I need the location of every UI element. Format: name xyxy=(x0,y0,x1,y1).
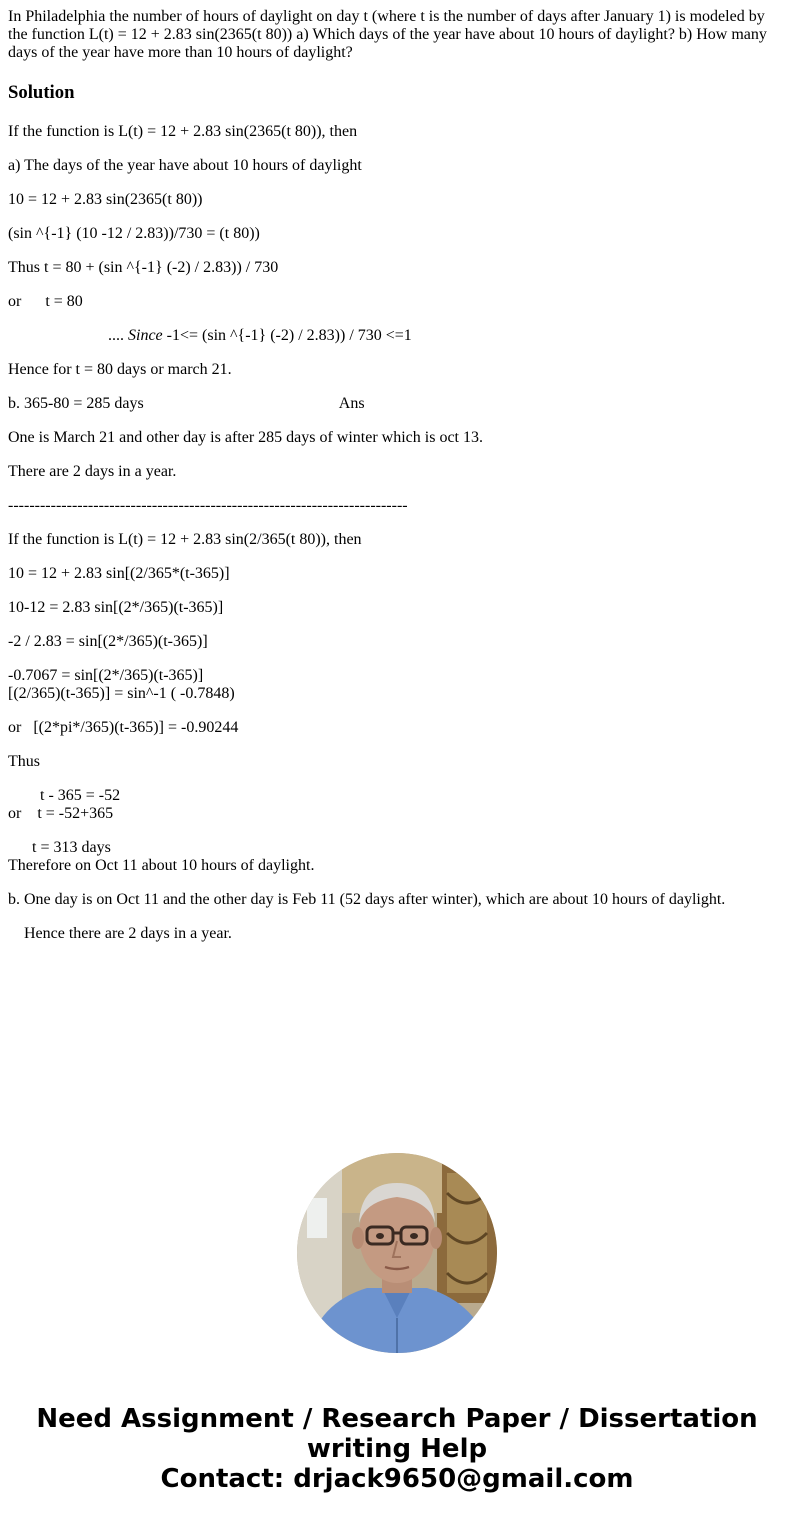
author-avatar xyxy=(297,1153,497,1353)
part2-eq7a: t = 313 days xyxy=(8,839,111,856)
part1-there-are: There are 2 days in a year. xyxy=(8,463,177,480)
part2-eq4-block xyxy=(8,667,786,703)
part1-one-is: One is March 21 and other day is after 285 days of winter which is oct 13. xyxy=(8,429,483,446)
part2-eq2: 10-12 = 2.83 sin[(2*/365)(t-365)] xyxy=(8,599,224,616)
part1-eq2: (sin ^{-1} (10 -12 / 2.83))/730 = (t 80)) xyxy=(8,225,260,242)
footer-contact-block xyxy=(0,1404,794,1494)
question-text: In Philadelphia the number of hours of daylight on day t (where t is the number of days after January 1) is modeled by the function L(t) = 12 + 2.83 sin(2365(t 80)) a) Which days of the year have about 10 hours of daylight? b) How many days of the year have more than 10 hours of daylight? xyxy=(8,8,767,61)
author-portrait-image xyxy=(297,1153,497,1353)
footer-line-1: Need Assignment / Research Paper / Dissertation xyxy=(36,1404,758,1434)
solution-heading: Solution xyxy=(8,82,75,103)
part1-hence: Hence for t = 80 days or march 21. xyxy=(8,361,232,378)
part2-eq4b: [(2/365)(t-365)] = sin^-1 ( -0.7848) xyxy=(8,685,235,702)
part1-b-line: b. 365-80 = 285 days Ans xyxy=(8,395,365,412)
part2-thus: Thus xyxy=(8,753,40,770)
since-rest: -1<= (sin ^{-1} (-2) / 2.83)) / 730 <=1 xyxy=(162,327,412,344)
part2-eq6-block xyxy=(8,787,786,823)
part1-intro: If the function is L(t) = 12 + 2.83 sin(2365(t 80)), then xyxy=(8,123,358,140)
part1-eq1: 10 = 12 + 2.83 sin(2365(t 80)) xyxy=(8,191,203,208)
document-body xyxy=(8,8,786,959)
part2-eq5: or [(2*pi*/365)(t-365)] = -0.90244 xyxy=(8,719,239,736)
since-prefix: .... xyxy=(8,327,128,344)
part2-eq6b: or t = -52+365 xyxy=(8,805,114,822)
part1-eq4: or t = 80 xyxy=(8,293,83,310)
part2-eq7b: Therefore on Oct 11 about 10 hours of daylight. xyxy=(8,857,315,874)
part1-since-line xyxy=(8,327,786,345)
part2-hence: Hence there are 2 days in a year. xyxy=(8,925,232,942)
part1-eq3: Thus t = 80 + (sin ^{-1} (-2) / 2.83)) / 730 xyxy=(8,259,279,276)
part2-intro: If the function is L(t) = 12 + 2.83 sin(2/365(t 80)), then xyxy=(8,531,362,548)
part2-eq1: 10 = 12 + 2.83 sin[(2/365*(t-365)] xyxy=(8,565,230,582)
footer-line-2: writing Help xyxy=(306,1434,488,1464)
footer-contact-line: Contact: drjack9650@gmail.com xyxy=(160,1464,634,1494)
part2-eq3: -2 / 2.83 = sin[(2*/365)(t-365)] xyxy=(8,633,208,650)
since-word: Since xyxy=(128,327,163,344)
section-divider: --------------------------------------------------------------------------- xyxy=(8,497,408,514)
part2-eq6a: t - 365 = -52 xyxy=(8,787,121,804)
part2-eq4a: -0.7067 = sin[(2*/365)(t-365)] xyxy=(8,667,204,684)
part2-b-line: b. One day is on Oct 11 and the other day is Feb 11 (52 days after winter), which are about 10 hours of daylight. xyxy=(8,891,726,908)
part2-eq7-block xyxy=(8,839,786,875)
part1-a-line: a) The days of the year have about 10 hours of daylight xyxy=(8,157,362,174)
